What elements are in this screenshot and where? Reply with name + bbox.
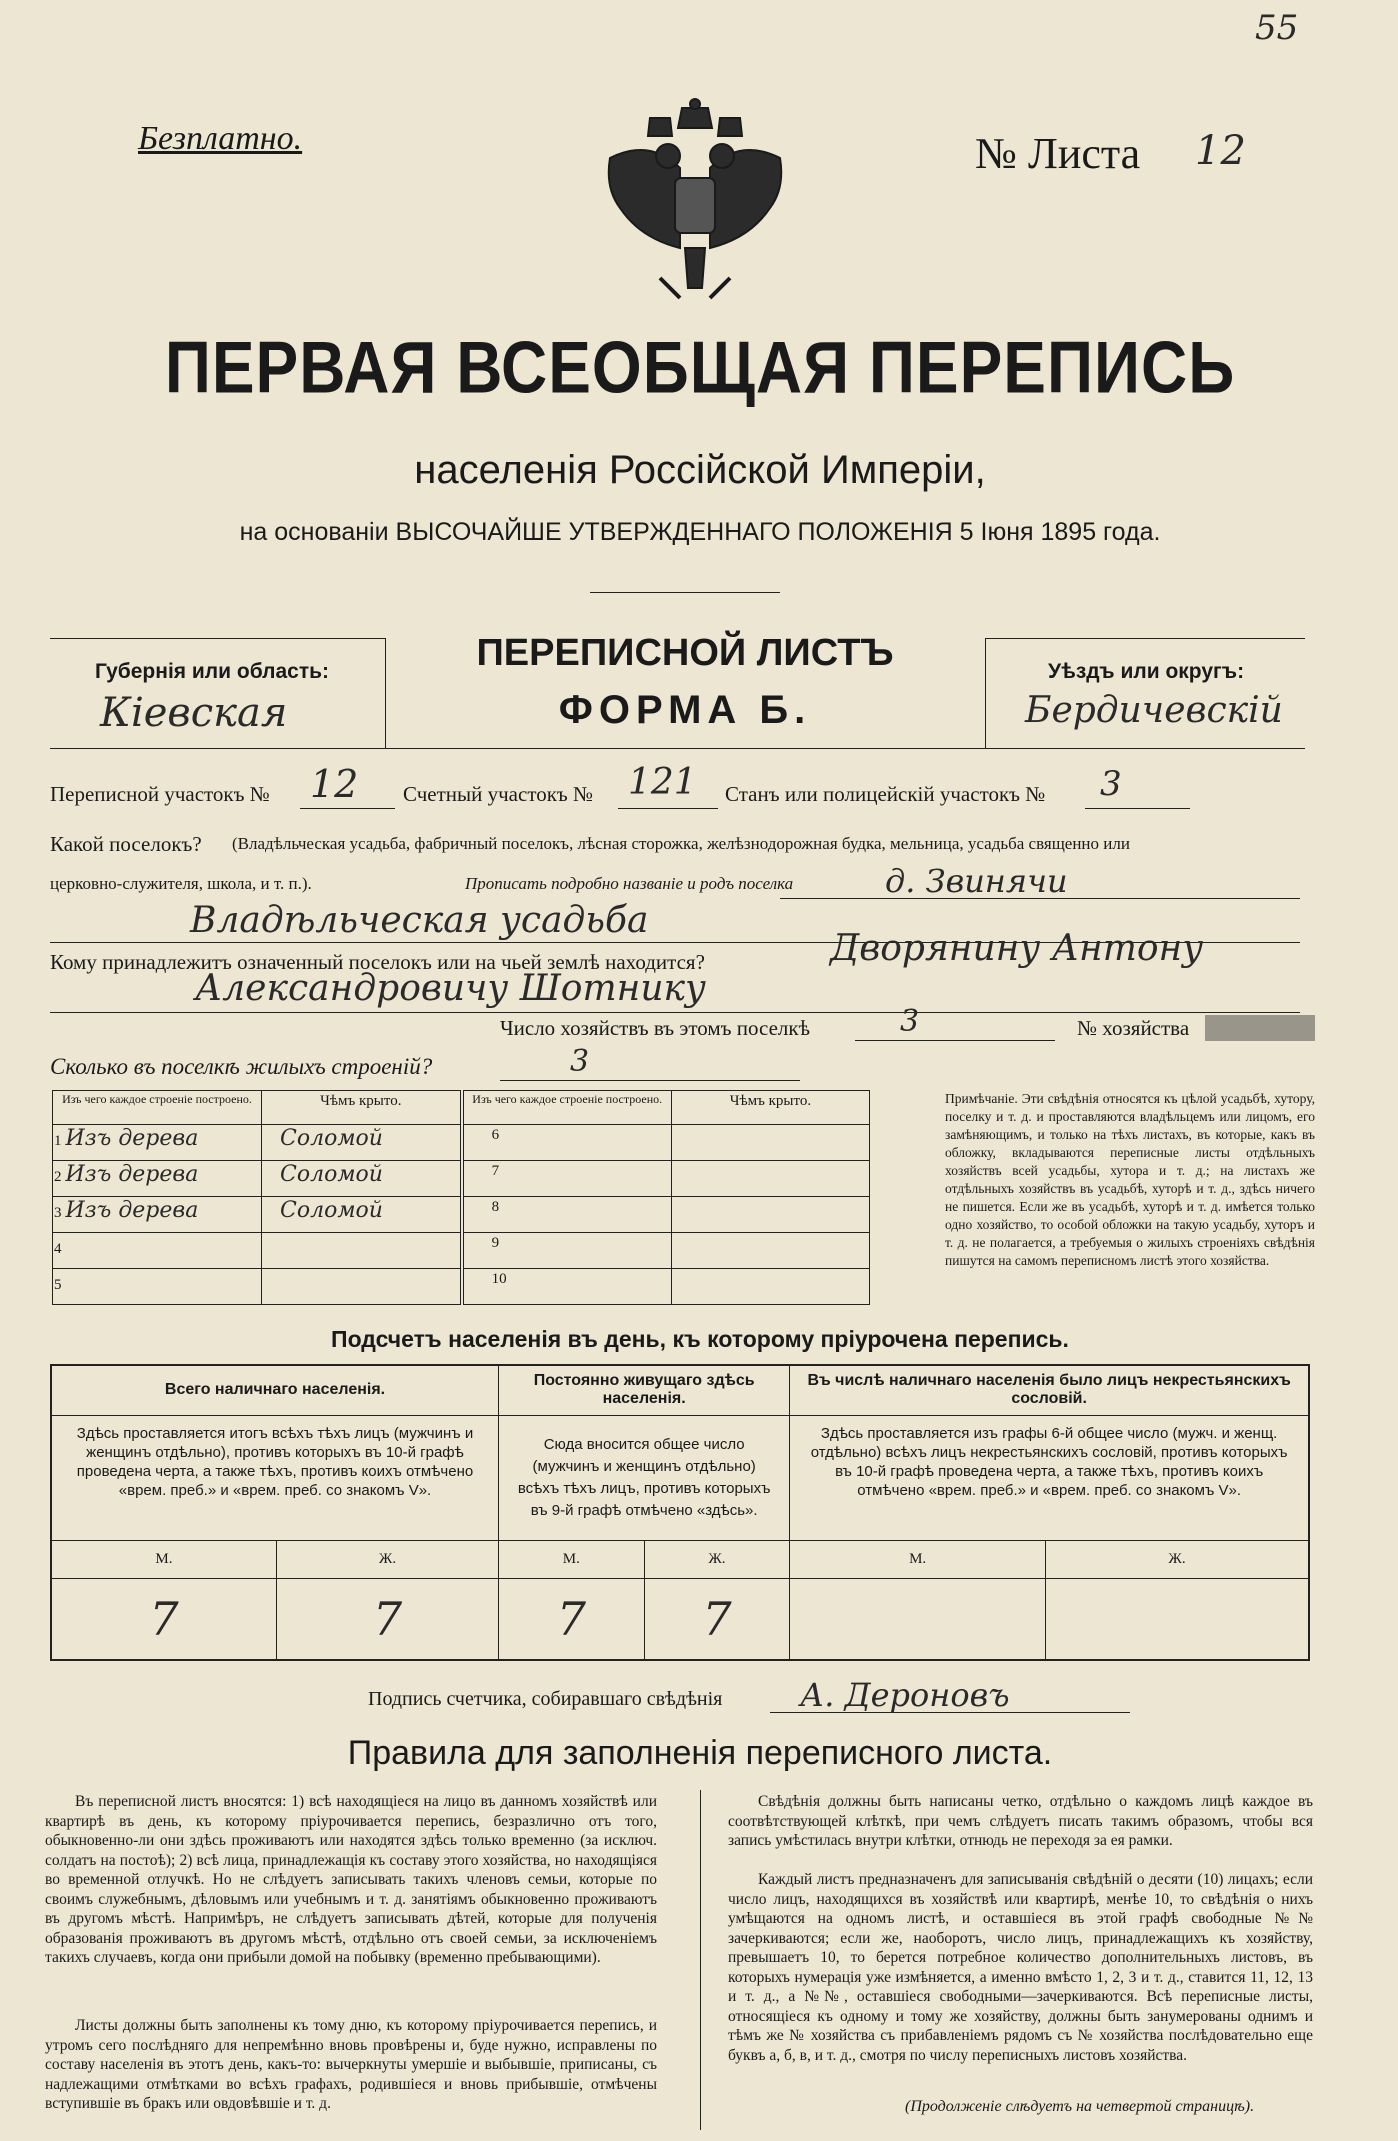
district-value: Бердичевскій [1025, 690, 1283, 731]
count-area-label: Счетный участокъ № [403, 782, 594, 806]
tally-value [790, 1578, 1046, 1660]
tally-value: 7 [51, 1578, 276, 1660]
sheet-title: ПЕРЕПИСНОЙ ЛИСТЪ [476, 632, 894, 674]
frame-line [50, 638, 385, 639]
roof-value [671, 1161, 869, 1197]
census-area-label: Переписной участокъ № [50, 782, 270, 806]
settlement-hint-3: Прописать подробно названіе и родъ поселка [465, 874, 794, 893]
buildings-value: 3 [570, 1044, 590, 1079]
divider [590, 592, 780, 593]
roof-value [261, 1269, 461, 1305]
census-area-value: 12 [310, 762, 359, 806]
buildings-note: Примѣчаніе. Эти свѣдѣнія относятся къ цѣлой усадьбѣ, хутору, поселку и т. д. и проставляются владѣльцемъ или лицомъ, его замѣняющимъ, и только на тѣхъ листахъ, въ которые, какъ въ обложку, вкладываются переписные листы отдѣльныхъ хозяйствъ всей усадьбы, хутора и т. д.; на листахъ же отдѣльныхъ хозяйствъ въ усадьбѣ, хуторѣ и т. д., здѣсь ничего не пишется. Если же въ усадьбѣ, хуторѣ и т. д. имѣется только одно хозяйство, то особой обложки на такую усадьбу, хуторъ и т. д. не полагается, а требуемыя о жилыхъ строеніяхъ свѣдѣнія пишутся на самомъ переписномъ листѣ этого хозяйства. [945, 1091, 1315, 1268]
population-tally-table [50, 1364, 1310, 1661]
settlement-hint-2: церковно-служителя, школа, и т. п.). [50, 874, 312, 893]
form-title: ФОРМА Б. [558, 688, 812, 732]
table-row [53, 1161, 262, 1197]
col-female: Ж. [1045, 1540, 1309, 1578]
buildings-table [52, 1090, 870, 1305]
settlement-value-2: Владѣльческая усадьба [190, 900, 649, 941]
owner-value-2: Александровичу Шотнику [195, 968, 706, 1009]
table-row [53, 1233, 262, 1269]
household-number-redacted [1205, 1015, 1315, 1041]
rules-title: Правила для заполненія переписного листа. [347, 1734, 1053, 1772]
row-number: 3 [54, 1205, 62, 1221]
fill-line [50, 1012, 1300, 1013]
signature-label: Подпись счетчика, собиравшаго свѣдѣнія [368, 1688, 723, 1710]
fill-line [618, 808, 718, 809]
stan-label: Станъ или полицейскій участокъ № [725, 782, 1046, 806]
col-male: М. [790, 1540, 1046, 1578]
column-divider [700, 1790, 701, 2130]
imperial-eagle-emblem-icon [590, 98, 800, 308]
owner-value-1: Дворянину Антону [830, 928, 1204, 969]
rules-right-paragraph-2: Каждый листъ предназначенъ для записыванія свѣдѣній о десяти (10) лицахъ; если число лицъ, находящихся въ хозяйствѣ или квартирѣ, менѣе 10, то свѣдѣнія о нихъ умѣщаются на одномъ листѣ, и оставшіеся въ этой графѣ свободные №№ зачеркиваются; если же, наоборотъ, число лицъ, принадлежащихъ къ хозяйству, превышаетъ 10, то берется потребное количество дополнительныхъ листовъ, въ которыхъ нумерація уже измѣняется, а именно вмѣсто 1, 2, 3 и т. д., ставится 11, 12, 13 и т. д., а №№, оставшіеся свободными—зачеркиваются. Всѣ переписные листы, относящіеся къ одному и тому же хозяйству, должны быть занумерованы однимъ и тѣмъ же № хозяйства съ прибавленіемъ рядомъ съ № хозяйства послѣдовательно еще буквъ а, б, в, и т. д., смотря по числу переписныхъ листовъ хозяйства. [728, 1871, 1313, 2064]
sheet-number-label: № Листа [975, 129, 1141, 178]
row-number: 2 [54, 1169, 62, 1185]
roof-value [671, 1197, 869, 1233]
census-title: ПЕРВАЯ ВСЕОБЩАЯ ПЕРЕПИСЬ [164, 325, 1236, 409]
frame-line [385, 638, 386, 748]
col-female: Ж. [644, 1540, 790, 1578]
tally-head-permanent: Постоянно живущаго здѣсь населенія. [499, 1365, 790, 1415]
fill-line [500, 1080, 800, 1081]
row-number: 8 [462, 1197, 672, 1233]
material-value: Изъ дерева [65, 1126, 199, 1151]
stan-value: 3 [1100, 764, 1122, 804]
tally-title: Подсчетъ населенія въ день, къ которому пріурочена перепись. [331, 1326, 1069, 1352]
col-male: М. [51, 1540, 276, 1578]
frame-line [50, 748, 1305, 749]
legal-basis: на основаніи ВЫСОЧАЙШЕ УТВЕРЖДЕННАГО ПОЛОЖЕНІЯ 5 Іюня 1895 года. [239, 518, 1161, 546]
households-label: Число хозяйствъ въ этомъ поселкѣ [500, 1016, 810, 1040]
signature-value: А. Дероновъ [800, 1676, 1010, 1714]
free-label: Безплатно. [138, 120, 303, 157]
material-value: Изъ дерева [65, 1162, 199, 1187]
tally-text-non-peasant: Здѣсь проставляется изъ графы 6-й общее число (мужч. и женщ. отдѣльно) всѣхъ лицъ некрестьянскихъ сословій, противъ которыхъ въ 10-й графѣ проведена черта, а также тѣхъ, противъ коихъ отмѣчено «врем. преб.» и «врем. преб. со знакомъ V». [790, 1415, 1309, 1540]
roof-value: Соломой [261, 1197, 461, 1233]
roof-value: Соломой [261, 1125, 461, 1161]
province-label: Губернія или область: [95, 660, 330, 683]
row-number: 4 [54, 1241, 62, 1257]
settlement-hint: (Владѣльческая усадьба, фабричный поселокъ, лѣсная сторожка, желѣзнодорожная будка, мельница, усадьба священно или [232, 834, 1130, 853]
col-female: Ж. [276, 1540, 498, 1578]
roof-value [671, 1233, 869, 1269]
roof-value [671, 1125, 869, 1161]
fill-line [1085, 808, 1190, 809]
row-number: 6 [462, 1125, 672, 1161]
table-row [53, 1125, 262, 1161]
row-number: 10 [462, 1269, 672, 1305]
col-header-roof: Чѣмъ крыто. [671, 1091, 869, 1125]
tally-head-total: Всего наличнаго населенія. [51, 1365, 499, 1415]
col-header-roof: Чѣмъ крыто. [261, 1091, 461, 1125]
row-number: 7 [462, 1161, 672, 1197]
province-value: Кіевская [100, 690, 288, 736]
tally-value [1045, 1578, 1309, 1660]
row-number: 5 [54, 1277, 62, 1293]
count-area-value: 121 [628, 762, 697, 803]
census-subtitle: населенія Россійской Имперіи, [414, 448, 986, 492]
rules-left-paragraph-1: Въ переписной листъ вносятся: 1) всѣ находящіеся на лицо въ данномъ хозяйствѣ или квартирѣ въ день, къ которому пріурочивается перепись, безразлично отъ того, обыкновенно-ли они здѣсь проживаютъ или находятся здѣсь только временно (за исключ. солдатъ на постоѣ); 2) всѣ лица, принадлежащія къ составу этого хозяйства, но находящіяся во временной отлучкѣ. Но не слѣдуетъ записывать такихъ членовъ семьи, которые по своимъ служебнымъ, дѣловымъ или учебнымъ и т. д. занятіямъ обыкновенно проживаютъ въ другомъ мѣстѣ. Напримѣръ, не слѣдуетъ записывать дѣтей, которые для полученія образованія проживаютъ въ другомъ мѣстѣ, отдѣльно отъ своей семьи, за исключеніемъ такихъ случаевъ, когда они прибыли домой на побывку (временно пребывающими). [45, 1793, 657, 1966]
col-header-material: Изъ чего каждое строеніе построено. [53, 1091, 262, 1125]
fill-line [300, 808, 395, 809]
rules-right-paragraph-1: Свѣдѣнія должны быть написаны четко, отдѣльно о каждомъ лицѣ каждое въ соотвѣтствующей клѣткѣ, при чемъ слѣдуетъ писать такимъ образомъ, чтобы вся запись умѣстилась внутри клѣтки, отнюдь не переходя за ея рамки. [728, 1793, 1313, 1849]
page-number-mark: 55 [1255, 8, 1299, 48]
table-row [53, 1269, 262, 1305]
households-value: 3 [900, 1004, 920, 1039]
row-number: 1 [54, 1133, 62, 1149]
row-number: 9 [462, 1233, 672, 1269]
table-row [53, 1197, 262, 1233]
roof-value: Соломой [261, 1161, 461, 1197]
tally-text-total: Здѣсь проставляется итогъ всѣхъ тѣхъ лицъ (мужчинъ и женщинъ отдѣльно), противъ которыхъ въ 10-й графѣ проведена черта, а также тѣхъ, противъ коихъ отмѣчено «врем. преб.» и «врем. преб. со знакомъ V». [51, 1415, 499, 1540]
roof-value [671, 1269, 869, 1305]
material-value: Изъ дерева [65, 1198, 199, 1223]
district-label: Уѣздъ или округъ: [1048, 660, 1245, 683]
settlement-label: Какой поселокъ? [50, 832, 202, 856]
sheet-number-value: 12 [1195, 128, 1246, 174]
tally-value: 7 [276, 1578, 498, 1660]
col-male: М. [499, 1540, 645, 1578]
settlement-value-1: д. Звинячи [885, 862, 1068, 900]
frame-line [985, 638, 1305, 639]
roof-value [261, 1233, 461, 1269]
col-header-material: Изъ чего каждое строеніе построено. [462, 1091, 672, 1125]
tally-value: 7 [499, 1578, 645, 1660]
tally-value: 7 [644, 1578, 790, 1660]
continued-note: (Продолженіе слѣдуетъ на четвертой страницѣ). [905, 2098, 1255, 2115]
frame-line [985, 638, 986, 748]
fill-line [855, 1040, 1055, 1041]
tally-head-non-peasant: Въ числѣ наличнаго населенія было лицъ некрестьянскихъ сословій. [790, 1365, 1309, 1415]
buildings-label: Сколько въ поселкѣ жилыхъ строеній? [50, 1054, 433, 1079]
owner-label: Кому принадлежитъ означенный поселокъ или на чьей землѣ находится? [50, 950, 705, 974]
tally-text-permanent: Сюда вносится общее число (мужчинъ и женщинъ отдѣльно) всѣхъ тѣхъ лицъ, противъ которыхъ въ 9-й графѣ отмѣчено «здѣсь». [499, 1415, 790, 1540]
household-number-label: № хозяйства [1077, 1016, 1190, 1040]
rules-left-paragraph-2: Листы должны быть заполнены къ тому дню, къ которому пріурочивается перепись, и утромъ сего послѣдняго для непремѣнно вновь провѣрены и, буде нужно, исправлены по составу населенія въ этотъ день, какъ-то: вычеркнуты умершіе и выбывшіе, приписаны, съ надлежащими отмѣтками во всѣхъ графахъ, родившіеся и вновь прибывшіе, отмѣчены вступившіе въ бракъ или овдовѣвшіе и т. д. [45, 2017, 657, 2112]
